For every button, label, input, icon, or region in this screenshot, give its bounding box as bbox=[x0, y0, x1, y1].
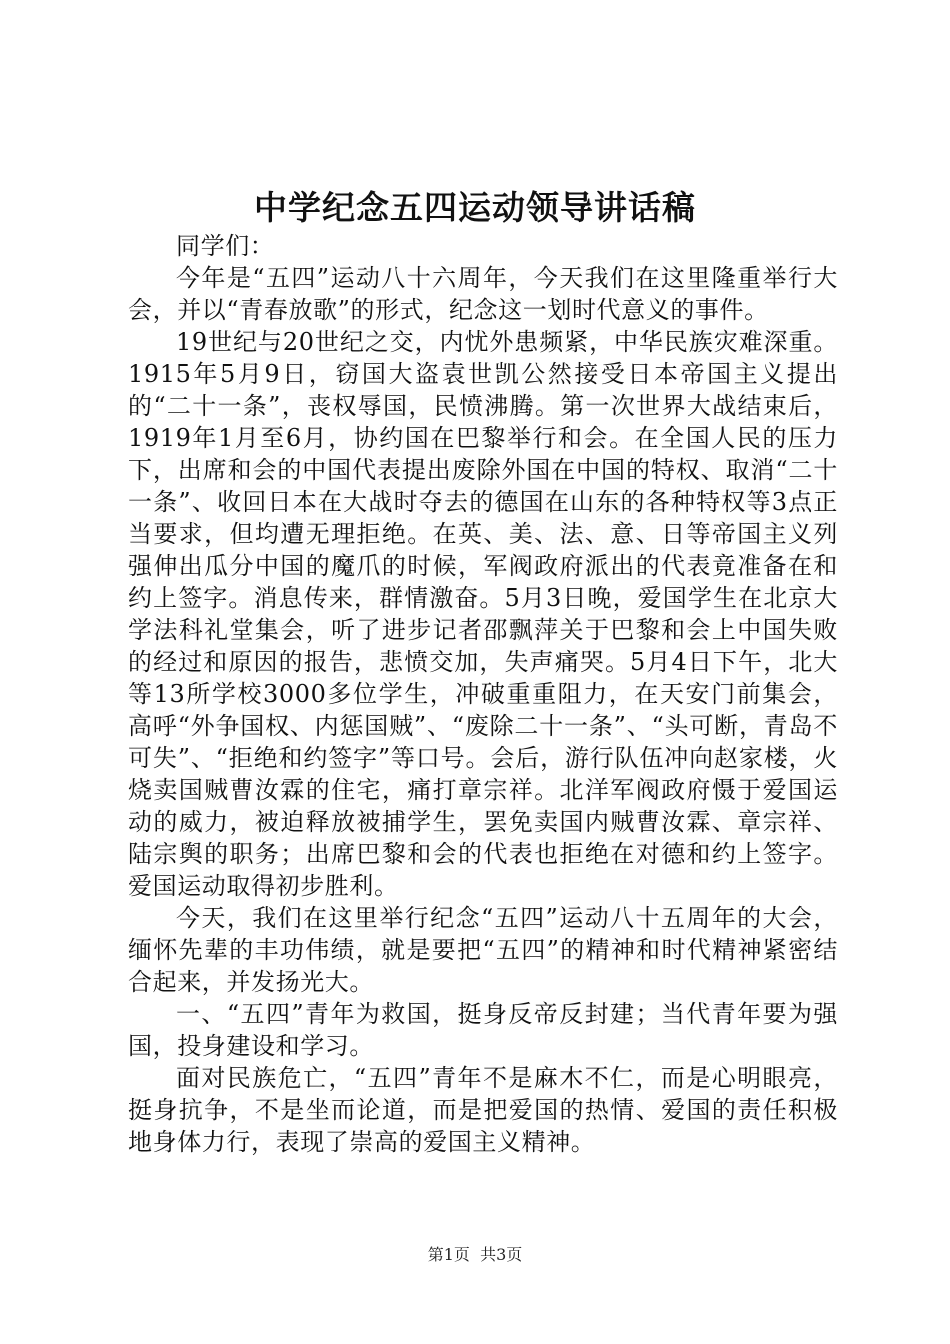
page-number: 第1页 共3页 bbox=[427, 1245, 523, 1264]
body-paragraph: 一、“五四”青年为救国，挺身反帝反封建；当代青年要为强国，投身建设和学习。 bbox=[128, 1000, 838, 1060]
document-title: 中学纪念五四运动领导讲话稿 bbox=[254, 188, 696, 227]
body-paragraph: 今年是“五四”运动八十六周年，今天我们在这里隆重举行大会，并以“青春放歌”的形式，纪念这一划时代意义的事件。 bbox=[128, 264, 838, 324]
body-paragraph: 面对民族危亡，“五四”青年不是麻木不仁，而是心明眼亮，挺身抗争，不是坐而论道，而是把爱国的热情、爱国的责任积极地身体力行，表现了崇高的爱国主义精神。 bbox=[128, 1064, 838, 1156]
salutation-paragraph: 同学们： bbox=[176, 232, 275, 260]
body-paragraph: 今天，我们在这里举行纪念“五四”运动八十五周年的大会，缅怀先辈的丰功伟绩，就是要把“五四”的精神和时代精神紧密结合起来，并发扬光大。 bbox=[128, 904, 838, 996]
document-body bbox=[128, 230, 838, 1158]
page-footer bbox=[0, 1244, 950, 1266]
body-paragraph: 19世纪与20世纪之交，内忧外患频紧，中华民族灾难深重。1915年5月9日，窃国大盗袁世凯公然接受日本帝国主义提出的“二十一条”，丧权辱国，民愤沸腾。第一次世界大战结束后，1919年1月至6月，协约国在巴黎举行和会。在全国人民的压力下，出席和会的中国代表提出废除外国在中国的特权、取消“二十一条”、收回日本在大战时夺去的德国在山东的各种特权等3点正当要求，但均遭无理拒绝。在英、美、法、意、日等帝国主义列强伸出瓜分中国的魔爪的时候，军阀政府派出的代表竟准备在和约上签字。消息传来，群情激奋。5月3日晚，爱国学生在北京大学法科礼堂集会，听了进步记者邵飘萍关于巴黎和会上中国失败的经过和原因的报告，悲愤交加，失声痛哭。5月4日下午，北大等13所学校3000多位学生，冲破重重阻力，在天安门前集会，高呼“外争国权、内惩国贼”、“废除二十一条”、“头可断，青岛不可失”、“拒绝和约签字”等口号。会后，游行队伍冲向赵家楼，火烧卖国贼曹汝霖的住宅，痛打章宗祥。北洋军阀政府慑于爱国运动的威力，被迫释放被捕学生，罢免卖国内贼曹汝霖、章宗祥、陆宗舆的职务；出席巴黎和会的代表也拒绝在对德和约上签字。爱国运动取得初步胜利。 bbox=[128, 328, 838, 900]
